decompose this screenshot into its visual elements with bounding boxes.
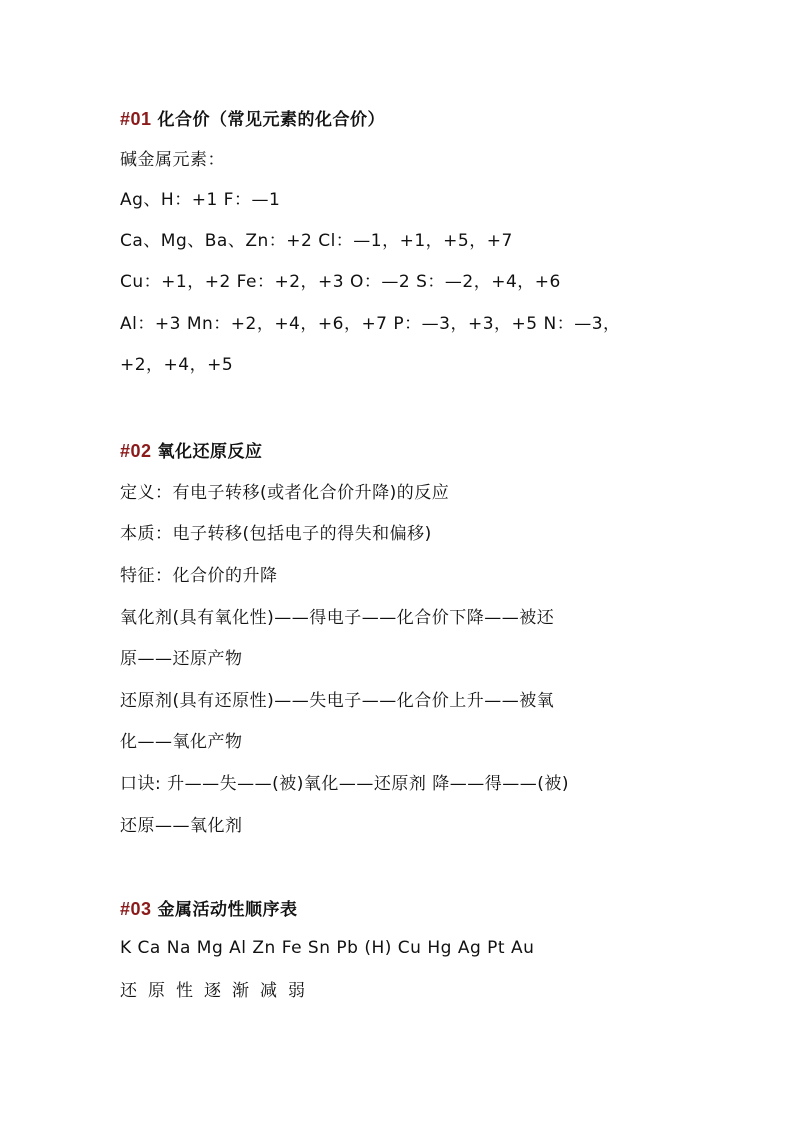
text-line: 化——氧化产物	[120, 732, 243, 752]
section-heading-01	[120, 108, 385, 131]
section-number: #03	[120, 899, 152, 919]
text-line: 碱金属元素：	[120, 150, 225, 170]
section-heading-03	[120, 898, 298, 921]
text-line: 原——还原产物	[120, 649, 243, 669]
text-line: 特征：化合价的升降	[120, 566, 278, 586]
text-line: 还原——氧化剂	[120, 816, 243, 836]
section-number: #02	[120, 441, 152, 461]
section-heading-02	[120, 440, 263, 463]
text-line: Cu：+1，+2 Fe：+2，+3 O：—2 S：—2，+4，+6	[120, 272, 561, 292]
text-line: 还原性逐渐减弱	[120, 981, 316, 1001]
section-title: 金属活动性顺序表	[157, 900, 298, 920]
text-line: 定义：有电子转移(或者化合价升降)的反应	[120, 483, 450, 503]
text-line: 氧化剂(具有氧化性)——得电子——化合价下降——被还	[120, 608, 555, 628]
text-line: Ag、H：+1 F：—1	[120, 190, 281, 210]
section-title: 化合价（常见元素的化合价）	[157, 110, 386, 130]
text-line: 还原剂(具有还原性)——失电子——化合价上升——被氧	[120, 691, 555, 711]
text-line: 本质：电子转移(包括电子的得失和偏移)	[120, 524, 432, 544]
section-title: 氧化还原反应	[157, 442, 263, 462]
text-line: 口诀: 升——失——(被)氧化——还原剂 降——得——(被)	[120, 774, 570, 794]
text-line: K Ca Na Mg Al Zn Fe Sn Pb (H) Cu Hg Ag Pt Au	[120, 938, 535, 958]
text-line: Ca、Mg、Ba、Zn：+2 Cl：—1，+1，+5，+7	[120, 231, 513, 251]
text-line: +2，+4，+5	[120, 355, 234, 375]
text-line: Al：+3 Mn：+2，+4，+6，+7 P：—3，+3，+5 N：—3，	[120, 314, 621, 334]
section-number: #01	[120, 109, 152, 129]
